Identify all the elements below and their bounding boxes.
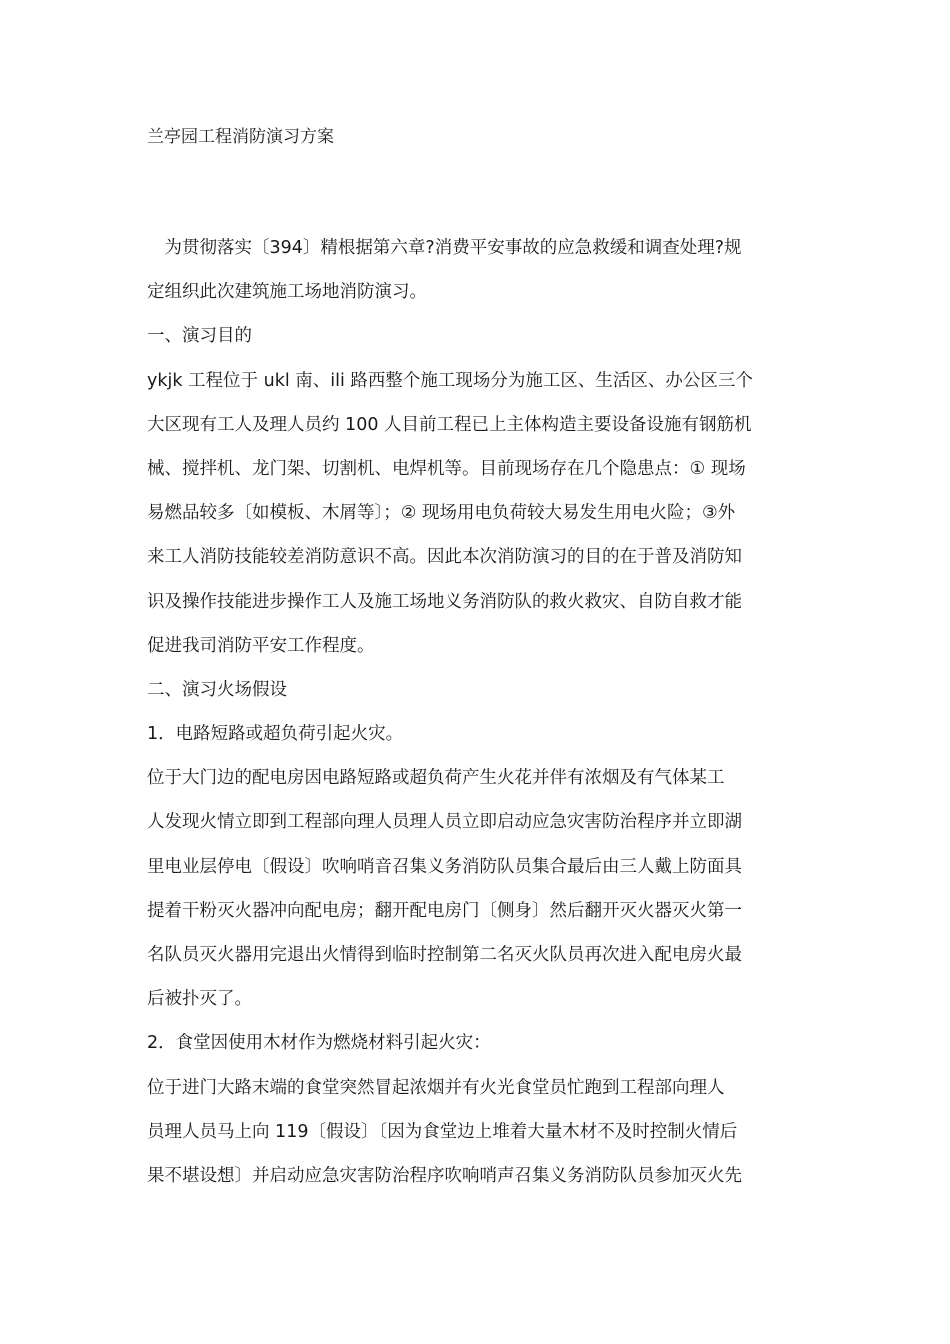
paragraph-line: 名队员灭火器用完退出火情得到临时控制第二名灭火队员再次进入配电房火最 [147,945,742,965]
paragraph-line: 里电业层停电〔假设〕吹响哨音召集义务消防队员集合最后由三人戴上防面具 [147,856,742,877]
paragraph-line: 易燃品较多〔如模板、木屑等〕；② 现场用电负荷较大易发生用电火险；③外 [147,503,736,524]
document-title: 兰亭园工程消防演习方案 [147,127,334,147]
paragraph-line: 员理人员马上向 119〔假设〕〔因为食堂边上堆着大量木材不及时控制火情后 [147,1121,738,1142]
section-heading: 一、演习目的 [147,326,252,347]
paragraph-line: 后被扑灭了。 [147,989,252,1010]
subsection-heading: 2．食堂因使用木材作为燃烧材料引起火灾： [147,1033,491,1054]
paragraph-line: 来工人消防技能较差消防意识不高。因此本次消防演习的目的在于普及消防知 [147,547,742,568]
section-heading: 二、演习火场假设 [147,679,287,700]
paragraph-line: 识及操作技能进步操作工人及施工场地义务消防队的救火救灾、自防自救才能 [147,591,742,612]
paragraph-line: 提着干粉灭火器冲向配电房；翻开配电房门〔侧身〕然后翻开灭火器灭火第一 [147,900,742,921]
paragraph-line: 位于进门大路末端的食堂突然冒起浓烟并有火光食堂员忙跑到工程部向理人 [147,1077,725,1098]
paragraph-line: 人发现火情立即到工程部向理人员理人员立即启动应急灾害防治程序并立即湖 [147,812,742,833]
paragraph-line: 位于大门边的配电房因电路短路或超负荷产生火花并伴有浓烟及有气体某工 [147,768,725,789]
paragraph-line: 械、搅拌机、龙门架、切割机、电焊机等。目前现场存在几个隐患点：① 现场 [147,458,746,479]
subsection-heading: 1．电路短路或超负荷引起火灾。 [147,724,404,745]
paragraph-line: 为贯彻落实〔394〕精根据第六章?消费平安事故的应急救缓和调查处理?规 [147,238,742,258]
document-body [147,226,812,1198]
paragraph-line: 大区现有工人及理人员约 100 人目前工程已上主体构造主要设备设施有钢筋机 [147,414,752,435]
paragraph-line: 定组织此次建筑施工场地消防演习。 [147,282,427,303]
paragraph-line: 促进我司消防平安工作程度。 [147,635,375,656]
paragraph-line: 果不堪设想〕并启动应急灾害防治程序吹响哨声召集义务消防队员参加灭火先 [147,1165,742,1186]
paragraph-line: ykjk 工程位于 ukl 南、ili 路西整个施工现场分为施工区、生活区、办公区三个 [147,370,753,391]
